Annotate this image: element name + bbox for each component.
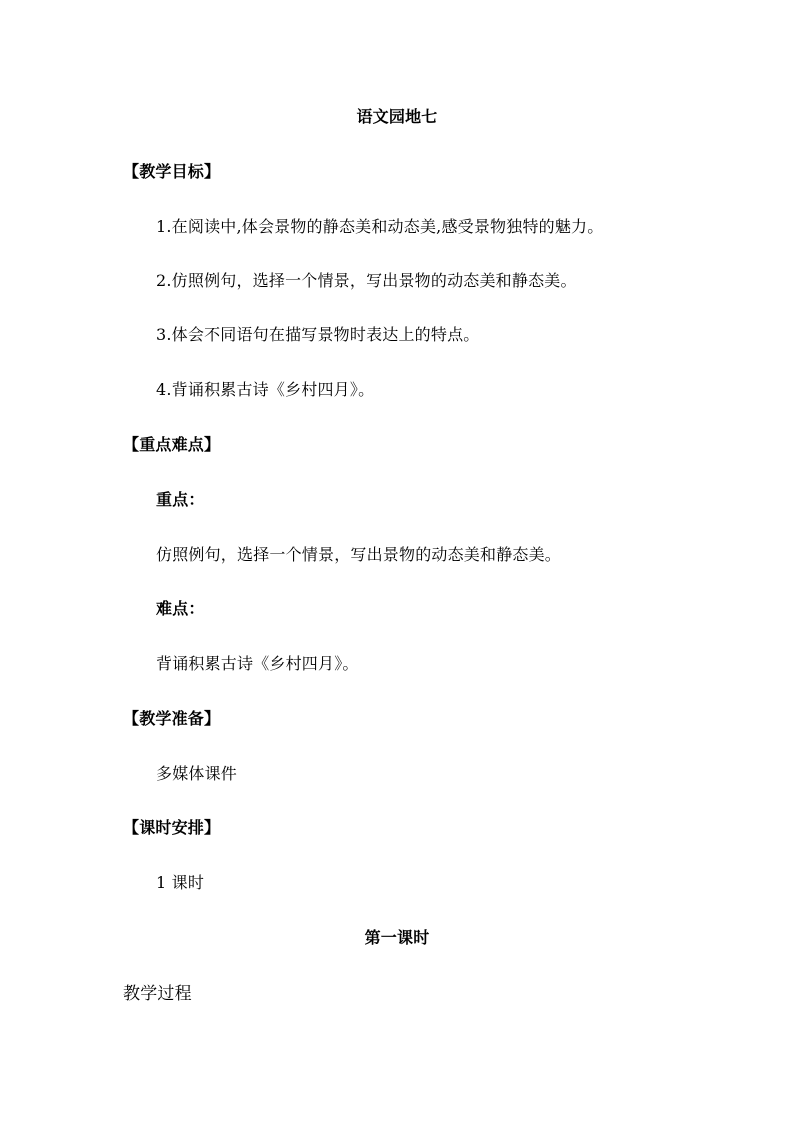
key-point-text: 仿照例句，选择一个情景，写出景物的动态美和静态美。: [156, 545, 562, 564]
goal-item-1: 1.在阅读中,体会景物的静态美和动态美,感受景物独特的魅力。: [156, 217, 604, 236]
schedule-heading: 【课时安排】: [123, 818, 221, 837]
document-title: 语文园地七: [356, 107, 438, 126]
goal-item-4: 4.背诵积累古诗《乡村四月》。: [156, 380, 375, 399]
preparation-text: 多媒体课件: [156, 764, 238, 783]
preparation-heading: 【教学准备】: [123, 709, 221, 728]
goal-item-2: 2.仿照例句，选择一个情景，写出景物的动态美和静态美。: [156, 271, 577, 290]
difficulty-text: 背诵积累古诗《乡村四月》。: [156, 654, 359, 673]
difficulty-label: 难点：: [156, 599, 205, 618]
lesson-title: 第一课时: [364, 928, 430, 947]
goals-heading: 【教学目标】: [123, 162, 221, 181]
key-points-heading: 【重点难点】: [123, 435, 221, 454]
key-point-label: 重点：: [156, 490, 205, 509]
goal-item-3: 3.体会不同语句在描写景物时表达上的特点。: [156, 325, 480, 344]
process-label: 教学过程: [123, 984, 192, 1004]
schedule-text: 1 课时: [156, 873, 205, 892]
